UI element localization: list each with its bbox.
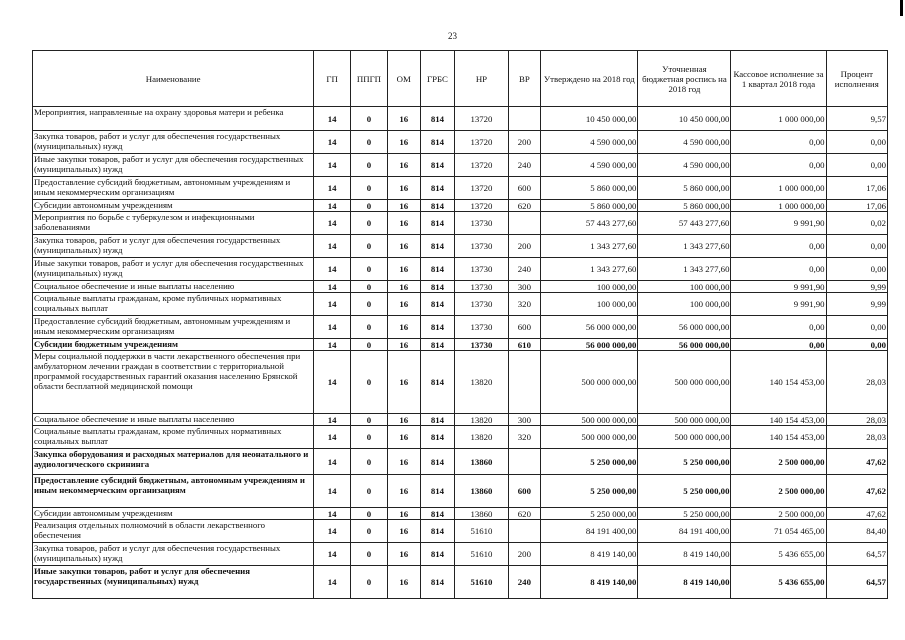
cell-om: 16	[387, 566, 420, 599]
cell-approved: 84 191 400,00	[541, 520, 638, 543]
cell-name: Иные закупки товаров, работ и услуг для обеспечения государственных (муниципальных) нужд	[33, 258, 314, 281]
cell-name: Иные закупки товаров, работ и услуг для обеспечения государственных (муниципальных) нужд	[33, 154, 314, 177]
cell-percent: 0,00	[826, 316, 887, 339]
cell-ppgp: 0	[351, 177, 388, 200]
cell-gp: 14	[314, 351, 351, 414]
cell-cash: 9 991,90	[731, 212, 826, 235]
cell-vr: 610	[508, 339, 541, 351]
cell-name: Предоставление субсидий бюджетным, автономным учреждениям и иным некоммерческим организациям	[33, 475, 314, 508]
cell-gp: 14	[314, 475, 351, 508]
table-row	[33, 475, 888, 508]
cell-vr: 320	[508, 293, 541, 316]
cell-gp: 14	[314, 177, 351, 200]
cell-gp: 14	[314, 281, 351, 293]
cell-om: 16	[387, 154, 420, 177]
cell-approved: 1 343 277,60	[541, 258, 638, 281]
cell-om: 16	[387, 258, 420, 281]
cell-ppgp: 0	[351, 293, 388, 316]
cell-nr: 13730	[455, 281, 508, 293]
cell-approved: 5 860 000,00	[541, 200, 638, 212]
table-row	[33, 339, 888, 351]
cell-percent: 64,57	[826, 543, 887, 566]
cell-grbs: 814	[420, 566, 455, 599]
cell-grbs: 814	[420, 154, 455, 177]
cell-grbs: 814	[420, 339, 455, 351]
cell-nr: 13720	[455, 154, 508, 177]
header-name: Наименование	[33, 51, 314, 107]
cell-refined: 500 000 000,00	[638, 426, 731, 449]
cell-nr: 13730	[455, 235, 508, 258]
table-row	[33, 131, 888, 154]
cell-om: 16	[387, 200, 420, 212]
header-om: ОМ	[387, 51, 420, 107]
cell-percent: 47,62	[826, 508, 887, 520]
cell-vr: 240	[508, 258, 541, 281]
cell-gp: 14	[314, 154, 351, 177]
cell-percent: 28,03	[826, 351, 887, 414]
cell-ppgp: 0	[351, 426, 388, 449]
cell-grbs: 814	[420, 508, 455, 520]
cell-refined: 56 000 000,00	[638, 316, 731, 339]
table-row	[33, 200, 888, 212]
cell-refined: 8 419 140,00	[638, 566, 731, 599]
cell-grbs: 814	[420, 131, 455, 154]
cell-refined: 10 450 000,00	[638, 107, 731, 131]
cell-grbs: 814	[420, 449, 455, 475]
cell-percent: 28,03	[826, 426, 887, 449]
cell-name: Закупка товаров, работ и услуг для обеспечения государственных (муниципальных) нужд	[33, 543, 314, 566]
cell-om: 16	[387, 293, 420, 316]
cell-refined: 100 000,00	[638, 293, 731, 316]
cell-refined: 1 343 277,60	[638, 258, 731, 281]
cell-vr: 240	[508, 154, 541, 177]
cell-name: Закупка товаров, работ и услуг для обеспечения государственных (муниципальных) нужд	[33, 235, 314, 258]
cell-approved: 5 250 000,00	[541, 475, 638, 508]
cell-nr: 51610	[455, 543, 508, 566]
cell-approved: 1 343 277,60	[541, 235, 638, 258]
cell-name: Мероприятия, направленные на охрану здоровья матери и ребенка	[33, 107, 314, 131]
cell-approved: 8 419 140,00	[541, 566, 638, 599]
table-row	[33, 293, 888, 316]
table-header-row	[33, 51, 888, 107]
table-row	[33, 107, 888, 131]
table-row	[33, 520, 888, 543]
cell-gp: 14	[314, 212, 351, 235]
cell-grbs: 814	[420, 543, 455, 566]
cell-vr	[508, 351, 541, 414]
cell-nr: 13720	[455, 131, 508, 154]
header-grbs: ГРБС	[420, 51, 455, 107]
cell-name: Предоставление субсидий бюджетным, автономным учреждениям и иным некоммерческим организациям	[33, 177, 314, 200]
cell-ppgp: 0	[351, 316, 388, 339]
cell-name: Субсидии автономным учреждениям	[33, 508, 314, 520]
cell-nr: 13720	[455, 107, 508, 131]
cell-ppgp: 0	[351, 212, 388, 235]
cell-gp: 14	[314, 293, 351, 316]
cell-approved: 5 860 000,00	[541, 177, 638, 200]
table-row	[33, 235, 888, 258]
cell-ppgp: 0	[351, 543, 388, 566]
cell-name: Закупка оборудования и расходных материалов для неонатального и аудиологического скрининга	[33, 449, 314, 475]
cell-name: Мероприятия по борьбе с туберкулезом и инфекционными заболеваниями	[33, 212, 314, 235]
cell-refined: 4 590 000,00	[638, 131, 731, 154]
cell-grbs: 814	[420, 235, 455, 258]
cell-cash: 1 000 000,00	[731, 200, 826, 212]
cell-om: 16	[387, 508, 420, 520]
cell-nr: 13860	[455, 475, 508, 508]
cell-cash: 0,00	[731, 154, 826, 177]
cell-nr: 13730	[455, 339, 508, 351]
cell-nr: 13860	[455, 449, 508, 475]
cell-ppgp: 0	[351, 154, 388, 177]
cell-name: Субсидии бюджетным учреждениям	[33, 339, 314, 351]
cell-cash: 71 054 465,00	[731, 520, 826, 543]
header-approved: Утверждено на 2018 год	[541, 51, 638, 107]
cell-percent: 84,40	[826, 520, 887, 543]
cell-ppgp: 0	[351, 566, 388, 599]
cell-nr: 13820	[455, 351, 508, 414]
cell-gp: 14	[314, 107, 351, 131]
cell-gp: 14	[314, 339, 351, 351]
cell-grbs: 814	[420, 475, 455, 508]
cell-percent: 9,99	[826, 293, 887, 316]
cell-cash: 140 154 453,00	[731, 351, 826, 414]
cell-nr: 13730	[455, 212, 508, 235]
cell-ppgp: 0	[351, 351, 388, 414]
cell-nr: 13820	[455, 426, 508, 449]
cell-vr	[508, 107, 541, 131]
header-cash: Кассовое исполнение за 1 квартал 2018 года	[731, 51, 826, 107]
cell-percent: 28,03	[826, 414, 887, 426]
cell-gp: 14	[314, 508, 351, 520]
cell-cash: 1 000 000,00	[731, 177, 826, 200]
cell-grbs: 814	[420, 351, 455, 414]
cell-cash: 140 154 453,00	[731, 426, 826, 449]
cell-percent: 47,62	[826, 449, 887, 475]
cell-om: 16	[387, 316, 420, 339]
cell-name: Социальные выплаты гражданам, кроме публичных нормативных социальных выплат	[33, 426, 314, 449]
cell-refined: 500 000 000,00	[638, 414, 731, 426]
table-row	[33, 449, 888, 475]
cell-ppgp: 0	[351, 449, 388, 475]
cell-cash: 0,00	[731, 258, 826, 281]
cell-nr: 13820	[455, 414, 508, 426]
cell-vr	[508, 212, 541, 235]
page-edge-mark	[900, 0, 903, 16]
cell-om: 16	[387, 414, 420, 426]
cell-grbs: 814	[420, 212, 455, 235]
cell-nr: 13730	[455, 258, 508, 281]
table-row	[33, 426, 888, 449]
cell-refined: 1 343 277,60	[638, 235, 731, 258]
cell-gp: 14	[314, 235, 351, 258]
cell-approved: 500 000 000,00	[541, 351, 638, 414]
cell-vr: 600	[508, 316, 541, 339]
cell-percent: 17,06	[826, 177, 887, 200]
cell-percent: 0,00	[826, 258, 887, 281]
cell-approved: 8 419 140,00	[541, 543, 638, 566]
cell-cash: 9 991,90	[731, 281, 826, 293]
cell-vr: 300	[508, 281, 541, 293]
cell-ppgp: 0	[351, 131, 388, 154]
cell-cash: 0,00	[731, 131, 826, 154]
cell-vr: 320	[508, 426, 541, 449]
table-row	[33, 177, 888, 200]
cell-vr: 200	[508, 235, 541, 258]
cell-percent: 9,99	[826, 281, 887, 293]
cell-om: 16	[387, 520, 420, 543]
cell-grbs: 814	[420, 107, 455, 131]
table-row	[33, 508, 888, 520]
cell-grbs: 814	[420, 426, 455, 449]
cell-om: 16	[387, 281, 420, 293]
cell-cash: 0,00	[731, 235, 826, 258]
cell-vr: 620	[508, 200, 541, 212]
cell-nr: 13730	[455, 293, 508, 316]
cell-percent: 0,00	[826, 339, 887, 351]
cell-ppgp: 0	[351, 235, 388, 258]
cell-refined: 56 000 000,00	[638, 339, 731, 351]
page-number: 23	[448, 31, 457, 41]
cell-approved: 500 000 000,00	[541, 414, 638, 426]
cell-cash: 5 436 655,00	[731, 543, 826, 566]
cell-cash: 1 000 000,00	[731, 107, 826, 131]
cell-approved: 10 450 000,00	[541, 107, 638, 131]
cell-refined: 84 191 400,00	[638, 520, 731, 543]
table-row	[33, 316, 888, 339]
cell-nr: 13720	[455, 200, 508, 212]
cell-om: 16	[387, 449, 420, 475]
cell-cash: 0,00	[731, 316, 826, 339]
cell-gp: 14	[314, 414, 351, 426]
cell-vr: 200	[508, 131, 541, 154]
header-refined: Уточненная бюджетная роспись на 2018 год	[638, 51, 731, 107]
cell-om: 16	[387, 177, 420, 200]
cell-gp: 14	[314, 449, 351, 475]
cell-name: Реализация отдельных полномочий в области лекарственного обеспечения	[33, 520, 314, 543]
cell-nr: 51610	[455, 566, 508, 599]
table-row	[33, 154, 888, 177]
cell-name: Социальное обеспечение и иные выплаты населению	[33, 414, 314, 426]
cell-grbs: 814	[420, 258, 455, 281]
cell-om: 16	[387, 107, 420, 131]
cell-refined: 4 590 000,00	[638, 154, 731, 177]
cell-ppgp: 0	[351, 414, 388, 426]
table-row	[33, 281, 888, 293]
cell-percent: 0,02	[826, 212, 887, 235]
cell-approved: 100 000,00	[541, 293, 638, 316]
cell-approved: 57 443 277,60	[541, 212, 638, 235]
cell-refined: 5 250 000,00	[638, 475, 731, 508]
header-gp: ГП	[314, 51, 351, 107]
cell-vr	[508, 449, 541, 475]
cell-gp: 14	[314, 566, 351, 599]
cell-vr: 300	[508, 414, 541, 426]
cell-om: 16	[387, 543, 420, 566]
cell-grbs: 814	[420, 520, 455, 543]
cell-vr	[508, 520, 541, 543]
cell-percent: 0,00	[826, 235, 887, 258]
cell-nr: 13730	[455, 316, 508, 339]
cell-refined: 100 000,00	[638, 281, 731, 293]
cell-percent: 0,00	[826, 154, 887, 177]
cell-om: 16	[387, 131, 420, 154]
cell-name: Предоставление субсидий бюджетным, автономным учреждениям и иным некоммерческим организациям	[33, 316, 314, 339]
cell-approved: 500 000 000,00	[541, 426, 638, 449]
cell-gp: 14	[314, 200, 351, 212]
cell-refined: 500 000 000,00	[638, 351, 731, 414]
cell-percent: 64,57	[826, 566, 887, 599]
cell-vr: 600	[508, 475, 541, 508]
cell-percent: 0,00	[826, 131, 887, 154]
cell-ppgp: 0	[351, 508, 388, 520]
cell-gp: 14	[314, 426, 351, 449]
cell-nr: 13860	[455, 508, 508, 520]
cell-nr: 13720	[455, 177, 508, 200]
cell-grbs: 814	[420, 414, 455, 426]
cell-om: 16	[387, 426, 420, 449]
cell-gp: 14	[314, 543, 351, 566]
cell-om: 16	[387, 339, 420, 351]
cell-gp: 14	[314, 131, 351, 154]
cell-gp: 14	[314, 520, 351, 543]
cell-grbs: 814	[420, 200, 455, 212]
cell-ppgp: 0	[351, 339, 388, 351]
cell-grbs: 814	[420, 177, 455, 200]
cell-cash: 140 154 453,00	[731, 414, 826, 426]
table-row	[33, 258, 888, 281]
cell-percent: 17,06	[826, 200, 887, 212]
cell-approved: 5 250 000,00	[541, 508, 638, 520]
cell-vr: 240	[508, 566, 541, 599]
cell-grbs: 814	[420, 281, 455, 293]
cell-cash: 9 991,90	[731, 293, 826, 316]
cell-grbs: 814	[420, 293, 455, 316]
cell-refined: 5 860 000,00	[638, 177, 731, 200]
cell-grbs: 814	[420, 316, 455, 339]
cell-cash: 5 436 655,00	[731, 566, 826, 599]
cell-ppgp: 0	[351, 258, 388, 281]
table-row	[33, 212, 888, 235]
cell-gp: 14	[314, 316, 351, 339]
table-body	[33, 107, 888, 599]
cell-approved: 5 250 000,00	[541, 449, 638, 475]
cell-ppgp: 0	[351, 200, 388, 212]
cell-refined: 5 250 000,00	[638, 508, 731, 520]
cell-approved: 4 590 000,00	[541, 154, 638, 177]
cell-cash: 2 500 000,00	[731, 449, 826, 475]
cell-vr: 600	[508, 177, 541, 200]
cell-cash: 2 500 000,00	[731, 475, 826, 508]
cell-refined: 57 443 277,60	[638, 212, 731, 235]
table-row	[33, 414, 888, 426]
cell-refined: 5 250 000,00	[638, 449, 731, 475]
cell-om: 16	[387, 235, 420, 258]
cell-vr: 620	[508, 508, 541, 520]
cell-approved: 4 590 000,00	[541, 131, 638, 154]
cell-name: Социальное обеспечение и иные выплаты населению	[33, 281, 314, 293]
cell-ppgp: 0	[351, 475, 388, 508]
cell-om: 16	[387, 475, 420, 508]
cell-name: Социальные выплаты гражданам, кроме публичных нормативных социальных выплат	[33, 293, 314, 316]
cell-vr: 200	[508, 543, 541, 566]
cell-refined: 8 419 140,00	[638, 543, 731, 566]
cell-name: Иные закупки товаров, работ и услуг для обеспечения государственных (муниципальных) нужд	[33, 566, 314, 599]
cell-cash: 0,00	[731, 339, 826, 351]
table-row	[33, 566, 888, 599]
budget-table	[32, 50, 888, 599]
header-ppgp: ППГП	[351, 51, 388, 107]
cell-ppgp: 0	[351, 520, 388, 543]
cell-approved: 56 000 000,00	[541, 339, 638, 351]
cell-name: Меры социальной поддержки в части лекарственного обеспечения при амбулаторном лечении граждан в соответствии с территориальной программой государственных гарантий оказания населению Брянской области бесплатной медицинской помощи	[33, 351, 314, 414]
header-percent: Процент исполнения	[826, 51, 887, 107]
table-row	[33, 543, 888, 566]
cell-om: 16	[387, 212, 420, 235]
table-row	[33, 351, 888, 414]
header-nr: НР	[455, 51, 508, 107]
cell-ppgp: 0	[351, 281, 388, 293]
cell-om: 16	[387, 351, 420, 414]
cell-cash: 2 500 000,00	[731, 508, 826, 520]
cell-refined: 5 860 000,00	[638, 200, 731, 212]
header-vr: ВР	[508, 51, 541, 107]
cell-percent: 47,62	[826, 475, 887, 508]
cell-approved: 100 000,00	[541, 281, 638, 293]
cell-name: Субсидии автономным учреждениям	[33, 200, 314, 212]
cell-name: Закупка товаров, работ и услуг для обеспечения государственных (муниципальных) нужд	[33, 131, 314, 154]
cell-nr: 51610	[455, 520, 508, 543]
cell-percent: 9,57	[826, 107, 887, 131]
cell-ppgp: 0	[351, 107, 388, 131]
cell-approved: 56 000 000,00	[541, 316, 638, 339]
cell-gp: 14	[314, 258, 351, 281]
